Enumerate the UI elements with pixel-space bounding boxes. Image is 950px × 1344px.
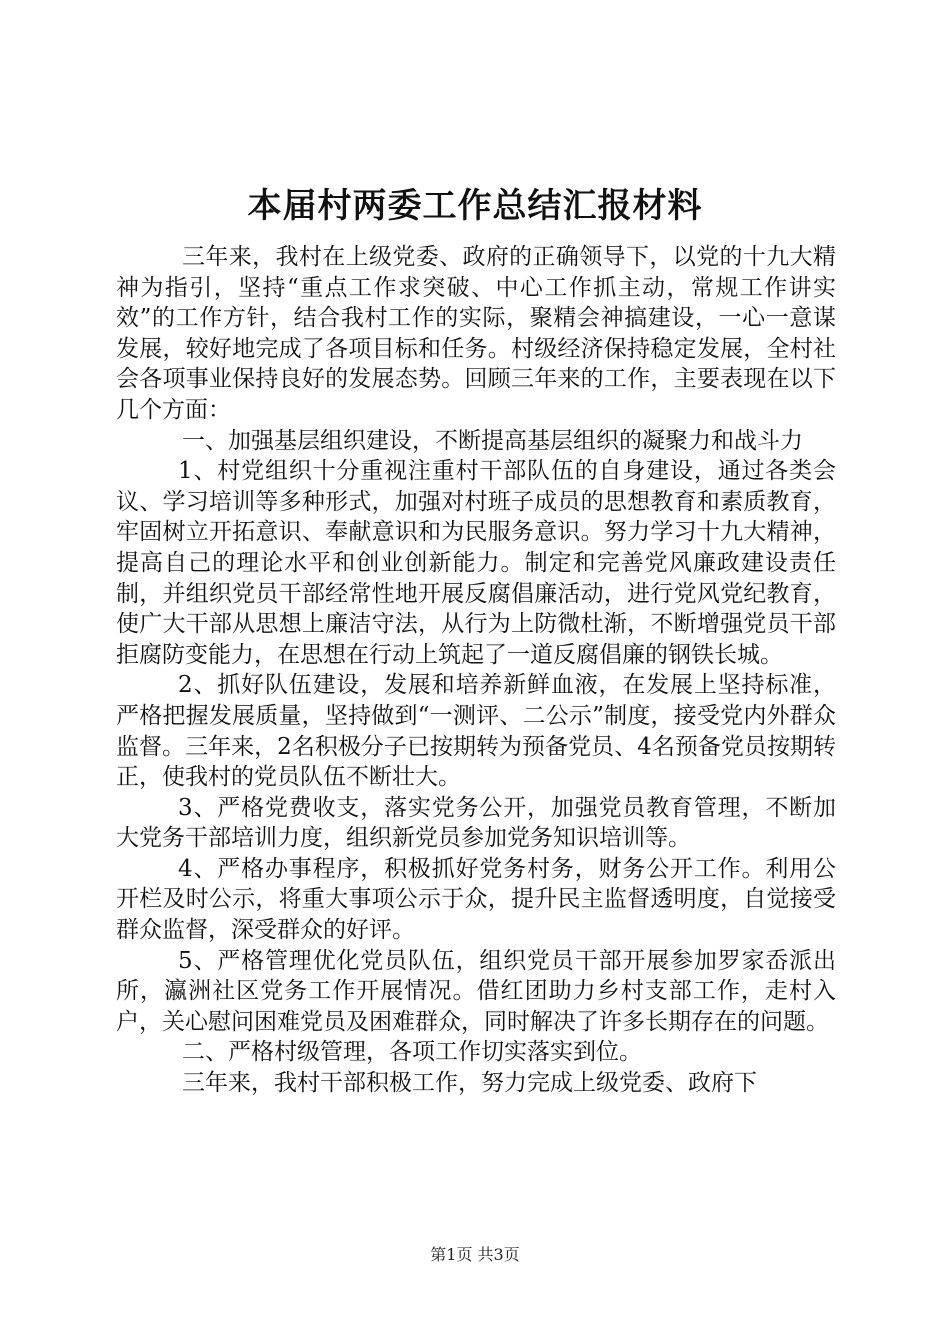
page-number-footer: 第1页 共3页 (430, 1245, 520, 1264)
document-body (116, 242, 836, 1099)
paragraph-item-2: 2、抓好队伍建设，发展和培养新鲜血液，在发展上坚持标准，严格把握发展质量，坚持做到“一测评、二公示”制度，接受党内外群众监督。三年来，2名积极分子已按期转为预备党员、4名预备党员按期转正，使我村的党员队伍不断壮大。 (116, 672, 836, 791)
paragraph-section-2-start: 三年来，我村干部积极工作，努力完成上级党委、政府下 (182, 1070, 757, 1097)
paragraph-item-1: 1、村党组织十分重视注重村干部队伍的自身建设，通过各类会议、学习培训等多种形式，加强对村班子成员的思想教育和素质教育，牢固树立开拓意识、奉献意识和为民服务意识。努力学习十九大精神，提高自己的理论水平和创业创新能力。制定和完善党风廉政建设责任制，并组织党员干部经常性地开展反腐倡廉活动，进行党风党纪教育，使广大干部从思想上廉洁守法，从行为上防微杜渐，不断增强党员干部拒腐防变能力，在思想在行动上筑起了一道反腐倡廉的钢铁长城。 (116, 458, 836, 668)
paragraph-item-5: 5、严格管理优化党员队伍，组织党员干部开展参加罗家岙派出所，瀛洲社区党务工作开展情况。借红团助力乡村支部工作，走村入户，关心慰问困难党员及困难群众，同时解决了许多长期存在的问题。 (116, 947, 836, 1035)
document-title: 本届村两委工作总结汇报材料 (247, 186, 703, 226)
section-heading-1: 一、加强基层组织建设，不断提高基层组织的凝聚力和战斗力 (182, 427, 803, 454)
paragraph-item-3: 3、严格党费收支，落实党务公开，加强党员教育管理，不断加大党务干部培训力度，组织新党员参加党务知识培训等。 (116, 794, 836, 852)
paragraph-intro: 三年来，我村在上级党委、政府的正确领导下，以党的十九大精神为指引，坚持“重点工作求突破、中心工作抓主动，常规工作讲实效”的工作方针，结合我村工作的实际，聚精会神搞建设，一心一意谋发展，较好地完成了各项目标和任务。村级经济保持稳定发展，全村社会各项事业保持良好的发展态势。回顾三年来的工作，主要表现在以下几个方面： (116, 244, 836, 423)
paragraph-item-4: 4、严格办事程序，积极抓好党务村务，财务公开工作。利用公开栏及时公示，将重大事项公示于众，提升民主监督透明度，自觉接受群众监督，深受群众的好评。 (116, 855, 836, 944)
section-heading-2: 二、严格村级管理，各项工作切实落实到位。 (182, 1039, 642, 1066)
